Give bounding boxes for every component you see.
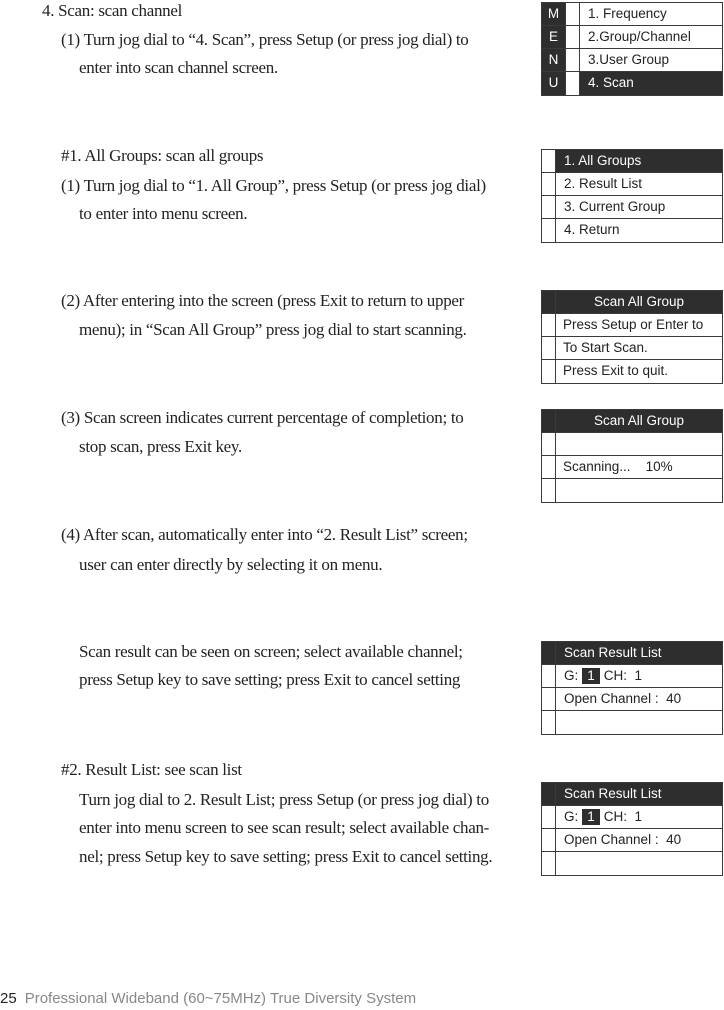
result1-open-channel [556, 688, 722, 710]
result2-open-value: 40 [666, 832, 682, 847]
scan-all-title: Scan All Group [556, 291, 722, 313]
scan-all-line3: Press Exit to quit. [563, 363, 669, 378]
groups-title: #1. All Groups: scan all groups [61, 146, 264, 165]
lcd-scan-result-2 [541, 782, 723, 876]
menu-item-user-group: 3.User Group [588, 52, 670, 67]
lcd-scanning [541, 409, 723, 503]
scan-menu-return: 4. Return [564, 222, 620, 237]
result1-open-label: Open Channel : [564, 691, 659, 706]
scan-menu-all-groups-selected: 1. All Groups [556, 150, 722, 172]
result1-g-label: G: [564, 668, 579, 683]
scan-menu-current-group: 3. Current Group [564, 199, 666, 214]
lcd-scan-result-1 [541, 641, 723, 735]
groups-step4-line2: user can enter directly by selecting it on menu. [79, 555, 383, 574]
groups-step2-line1: (2) After entering into the screen (press Exit to return to upper [61, 291, 465, 310]
result-title: #2. Result List: see scan list [61, 760, 242, 779]
result1-ch-value: 1 [634, 668, 643, 683]
result2-open-channel [556, 829, 722, 851]
menu-row-4 [542, 72, 722, 95]
result2-open-label: Open Channel : [564, 832, 659, 847]
result2-ch-label: CH: [603, 809, 628, 824]
scanning-status: Scanning... [563, 459, 631, 474]
scanning-percent: 10% [645, 459, 673, 474]
menu-letter-u: U [542, 72, 566, 95]
groups-step3-line1: (3) Scan screen indicates current percentage of completion; to [61, 408, 464, 427]
result-body-line2: enter into menu screen to see scan result; select available chan- [79, 818, 490, 837]
scan-all-line1: Press Setup or Enter to [563, 317, 704, 332]
menu-item-frequency: 1. Frequency [588, 6, 667, 21]
result2-g-label: G: [564, 809, 579, 824]
groups-step4-line1: (4) After scan, automatically enter into “2. Result List” screen; [61, 525, 468, 544]
lcd-scan-menu [541, 149, 723, 243]
groups-step1-line1: (1) Turn jog dial to “1. All Group”, press Setup (or press jog dial) [61, 176, 486, 195]
result2-group-channel [556, 806, 722, 828]
step1-line1: (1) Turn jog dial to “4. Scan”, press Setup (or press jog dial) to [61, 30, 469, 49]
scan-menu-result-list: 2. Result List [564, 176, 643, 191]
menu-letter-e: E [542, 26, 566, 48]
menu-item-group-channel: 2.Group/Channel [588, 29, 691, 44]
section-title: 4. Scan: scan channel [42, 1, 183, 20]
result-body-line1: Turn jog dial to 2. Result List; press Setup (or press jog dial) to [79, 790, 489, 809]
result2-title: Scan Result List [556, 783, 722, 805]
groups-step1-line2: to enter into menu screen. [79, 204, 248, 223]
result2-ch-value: 1 [634, 809, 643, 824]
scanning-status-line [556, 456, 722, 478]
result2-g-value: 1 [582, 809, 600, 825]
menu-letter-m: M [542, 3, 566, 25]
result1-group-channel [556, 665, 722, 687]
result1-title: Scan Result List [556, 642, 722, 664]
lcd-scan-all-prompt [541, 290, 723, 384]
groups-step2-line2: menu); in “Scan All Group” press jog dial to start scanning. [79, 320, 467, 339]
result1-open-value: 40 [666, 691, 682, 706]
menu-letter-n: N [542, 49, 566, 71]
lcd-main-menu [541, 2, 723, 96]
scan-all-line2: To Start Scan. [563, 340, 648, 355]
page-footer [0, 990, 416, 1007]
result-note-line1: Scan result can be seen on screen; select available channel; [79, 642, 463, 661]
result1-g-value: 1 [582, 668, 600, 684]
groups-step3-line2: stop scan, press Exit key. [79, 437, 242, 456]
footer-text: Professional Wideband (60~75MHz) True Diversity System [24, 990, 417, 1007]
menu-row-3 [542, 49, 722, 72]
page-number: 25 [0, 990, 17, 1007]
menu-row-2 [542, 26, 722, 49]
step1-line2: enter into scan channel screen. [79, 58, 278, 77]
result1-ch-label: CH: [603, 668, 628, 683]
menu-row-1 [542, 3, 722, 26]
menu-item-scan-selected: 4. Scan [580, 72, 722, 95]
result-note-line2: press Setup key to save setting; press Exit to cancel setting [79, 670, 461, 689]
result-body-line3: nel; press Setup key to save setting; press Exit to cancel setting. [79, 847, 493, 866]
scanning-title: Scan All Group [556, 410, 722, 432]
